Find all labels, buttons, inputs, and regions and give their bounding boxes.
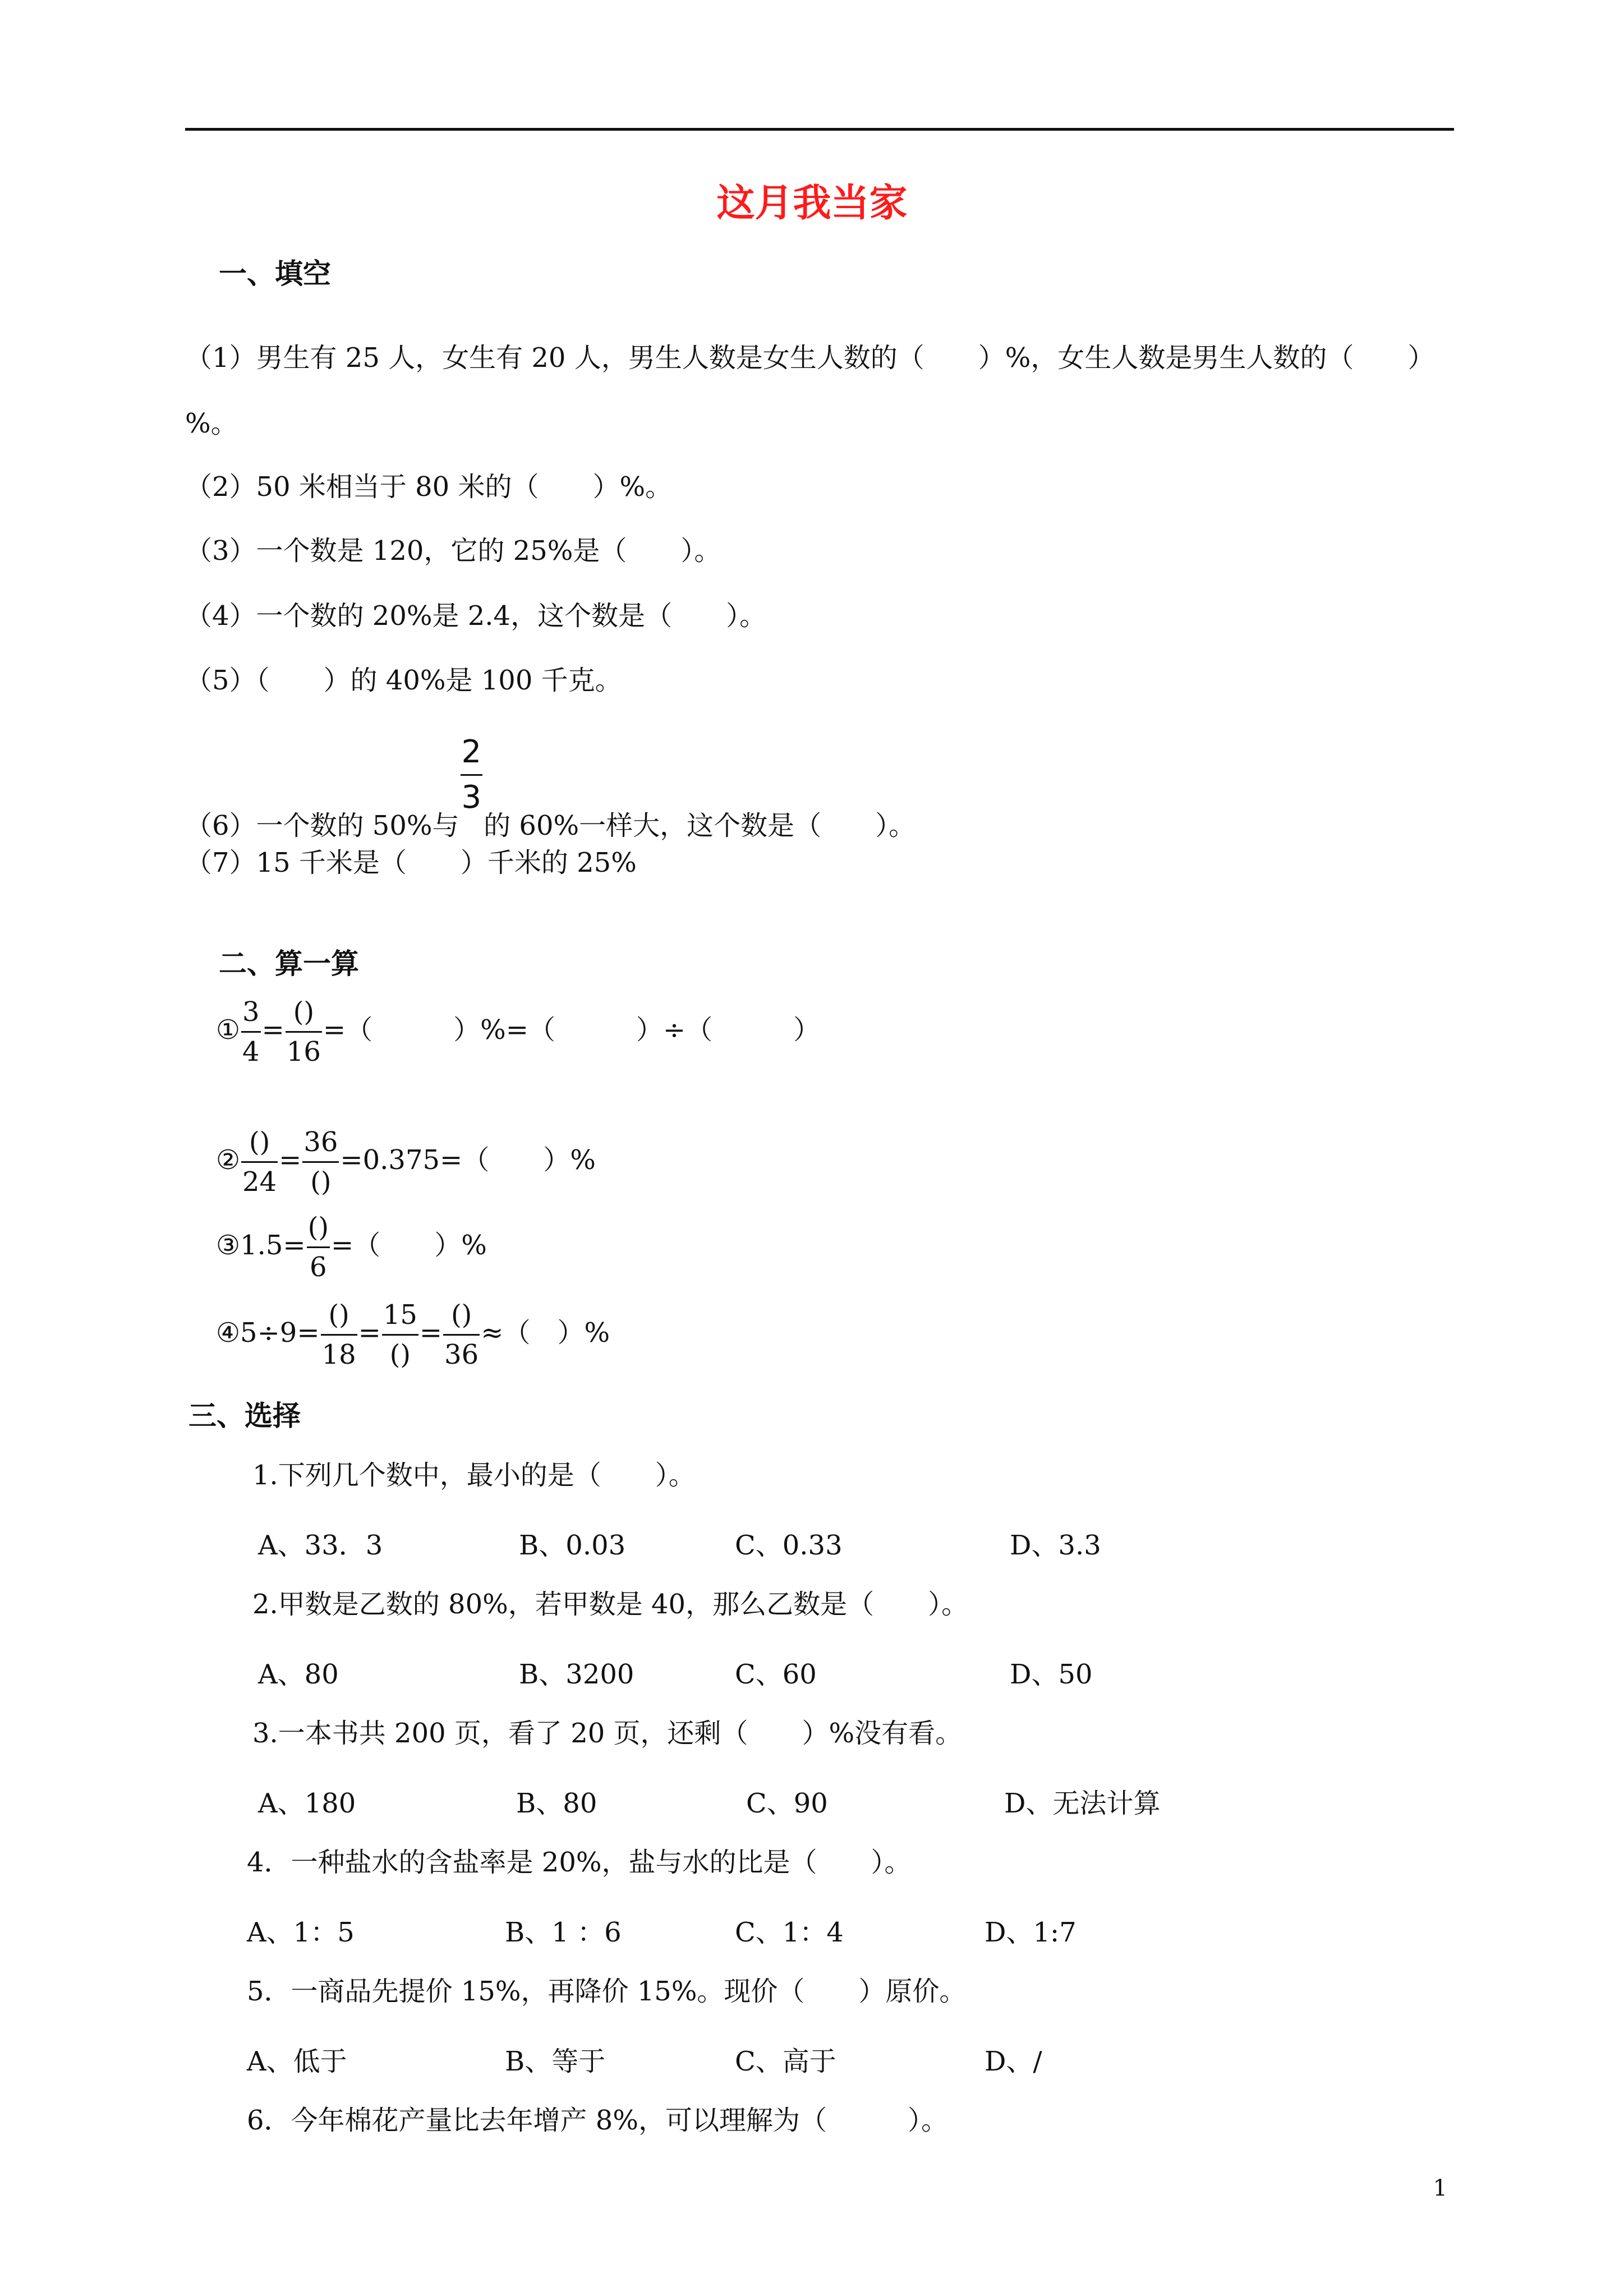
- fraction-denominator: 36: [444, 1339, 479, 1370]
- q6-suffix: 的 60%一样大，这个数是（ ）。: [484, 810, 916, 841]
- fraction-denominator: (): [310, 1166, 332, 1198]
- fraction-bar: [302, 1161, 339, 1163]
- calc-row-3: [216, 1212, 487, 1283]
- fraction-bar: [321, 1334, 357, 1336]
- section-heading-fill: 一、填空: [219, 257, 331, 290]
- equals: =: [279, 1144, 302, 1176]
- calc-3-prefix: ③1.5=: [216, 1230, 306, 1261]
- calc-row-2: [216, 1126, 596, 1198]
- choice-question-5: 5．一商品先提价 15%，再降价 15%。现价（ ）原价。: [247, 1976, 967, 2007]
- choice-4-option-d: D、1:7: [984, 1917, 1076, 1948]
- calc-3-rest: =（ ）%: [331, 1230, 487, 1261]
- q6-fraction-numerator: 2: [461, 734, 482, 770]
- calc-2-rest: =0.375=（ ）%: [340, 1144, 596, 1176]
- calc-row-1: [216, 996, 820, 1068]
- calc-1-mark: ①: [216, 1014, 241, 1046]
- fill-question-1b: %。: [185, 408, 238, 439]
- choice-1-option-a: A、33．3: [258, 1530, 383, 1561]
- calc-4-prefix: ④5÷9=: [216, 1317, 320, 1349]
- q6-fraction: [461, 734, 483, 816]
- choice-question-4: 4．一种盐水的含盐率是 20%，盐与水的比是（ ）。: [247, 1847, 912, 1878]
- choice-5-option-d: D、/: [984, 2046, 1042, 2077]
- choice-4-option-a: A、1：5: [247, 1917, 355, 1948]
- fraction-numerator: (): [328, 1299, 349, 1331]
- choice-question-6: 6．今年棉花产量比去年增产 8%，可以理解为（ ）。: [247, 2105, 948, 2136]
- calc-2-mark: ②: [216, 1144, 241, 1176]
- choice-3-option-d: D、无法计算: [1004, 1788, 1161, 1819]
- fraction-bar: [241, 1161, 278, 1163]
- fraction-denominator: 6: [310, 1251, 327, 1283]
- choice-1-option-d: D、3.3: [1010, 1530, 1101, 1561]
- fill-question-5: （5）（ ）的 40%是 100 千克。: [185, 665, 622, 696]
- choice-5-option-c: C、高于: [735, 2046, 836, 2077]
- q6-prefix: （6）一个数的 50%与: [185, 810, 459, 841]
- choice-3-option-a: A、180: [258, 1788, 356, 1819]
- calc-4-fraction-2: [382, 1299, 418, 1370]
- fraction-bar: [461, 774, 483, 776]
- choice-2-option-d: D、50: [1010, 1659, 1093, 1690]
- section-heading-choice: 三、选择: [188, 1399, 301, 1432]
- fraction-denominator: 16: [286, 1036, 321, 1068]
- fraction-numerator: (): [293, 996, 315, 1028]
- section-heading-calc: 二、算一算: [219, 947, 359, 980]
- fraction-numerator: 15: [383, 1299, 417, 1331]
- choice-2-option-a: A、80: [258, 1659, 339, 1690]
- fraction-denominator: (): [389, 1339, 411, 1370]
- fraction-bar: [241, 1031, 261, 1033]
- fill-question-6: [185, 734, 915, 843]
- fraction-denominator: 24: [242, 1166, 277, 1198]
- calc-1-rest: =（ ）%=（ ）÷（ ）: [323, 1014, 821, 1046]
- fraction-denominator: 18: [321, 1339, 356, 1370]
- choice-4-option-c: C、1：4: [735, 1917, 844, 1948]
- q6-fraction-denominator: 3: [461, 779, 482, 816]
- choice-question-2: 2.甲数是乙数的 80%，若甲数是 40，那么乙数是（ ）。: [252, 1589, 969, 1620]
- document-title: 这月我当家: [716, 181, 908, 226]
- fraction-numerator: (): [307, 1212, 329, 1243]
- fraction-numerator: (): [450, 1299, 472, 1331]
- fill-question-3: （3）一个数是 120，它的 25%是（ ）。: [185, 535, 721, 567]
- choice-question-1: 1.下列几个数中，最小的是（ ）。: [252, 1460, 696, 1491]
- choice-5-option-a: A、低于: [247, 2046, 347, 2077]
- fill-question-2: （2）50 米相当于 80 米的（ ）%。: [185, 471, 673, 503]
- calc-4-fraction-1: [321, 1299, 357, 1370]
- calc-3-fraction: [307, 1212, 330, 1283]
- calc-row-4: [216, 1299, 610, 1370]
- fill-question-4: （4）一个数的 20%是 2.4，这个数是（ ）。: [185, 600, 767, 632]
- calc-4-rest: ≈（ ）%: [481, 1317, 610, 1349]
- calc-1-fraction-1: [241, 996, 261, 1068]
- choice-1-option-b: B、0.03: [519, 1530, 626, 1561]
- fraction-bar: [443, 1334, 480, 1336]
- fraction-numerator: 3: [242, 996, 260, 1028]
- choice-3-option-b: B、80: [516, 1788, 597, 1819]
- fraction-denominator: 4: [242, 1036, 260, 1068]
- choice-question-3: 3.一本书共 200 页，看了 20 页，还剩（ ）%没有看。: [252, 1718, 963, 1749]
- equals: =: [358, 1317, 381, 1349]
- equals: =: [261, 1014, 284, 1046]
- choice-2-option-b: B、3200: [519, 1659, 634, 1690]
- fill-question-7: （7）15 千米是（ ）千米的 25%: [185, 847, 637, 878]
- header-rule: [185, 128, 1454, 131]
- choice-3-option-c: C、90: [746, 1788, 828, 1819]
- fill-question-1a: （1）男生有 25 人，女生有 20 人，男生人数是女生人数的（ ）%，女生人数是男生人数的（ ）: [185, 342, 1435, 374]
- choice-2-option-c: C、60: [735, 1659, 817, 1690]
- equals: =: [419, 1317, 443, 1349]
- fraction-bar: [382, 1334, 418, 1336]
- calc-2-fraction-1: [241, 1126, 278, 1198]
- choice-5-option-b: B、等于: [505, 2046, 606, 2077]
- fraction-numerator: (): [249, 1126, 270, 1158]
- choice-4-option-b: B、1 ：6: [505, 1917, 622, 1948]
- choice-1-option-c: C、0.33: [735, 1530, 843, 1561]
- calc-2-fraction-2: [302, 1126, 339, 1198]
- calc-4-fraction-3: [443, 1299, 480, 1370]
- fraction-numerator: 36: [303, 1126, 338, 1158]
- page-number: 1: [1433, 2175, 1447, 2201]
- calc-1-fraction-2: [286, 996, 322, 1068]
- fraction-bar: [307, 1246, 330, 1248]
- fraction-bar: [286, 1031, 322, 1033]
